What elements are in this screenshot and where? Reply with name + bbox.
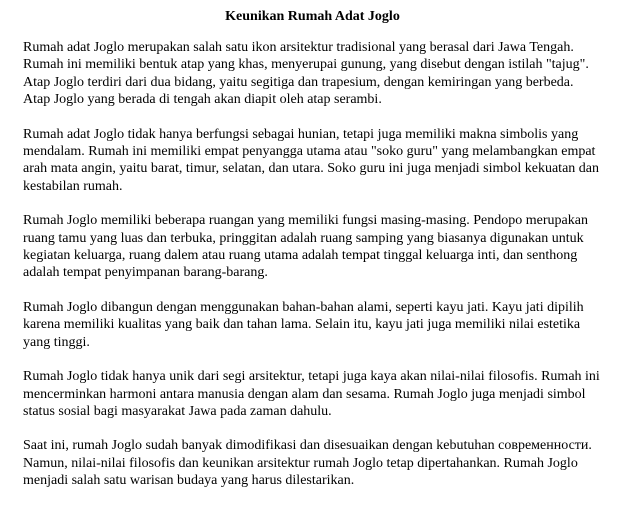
paragraph-bahan: Rumah Joglo dibangun dengan menggunakan bahan-bahan alami, seperti kayu jati. Kayu jati dipilih karena memiliki kualitas yang baik dan tahan lama. Selain itu, kayu jati juga memiliki nilai estetika yang tinggi. [23, 299, 584, 350]
document-title: Keunikan Rumah Adat Joglo [225, 9, 400, 24]
paragraph-ruangan: Rumah Joglo memiliki beberapa ruangan yang memiliki fungsi masing-masing. Pendopo merupakan ruang tamu yang luas dan terbuka, pringgitan adalah ruang samping yang biasanya digunakan untuk kegiatan keluarga, ruang dalem atau ruang utama adalah tempat tinggal keluarga inti, dan senthong adalah tempat penyimpanan barang-barang. [23, 213, 588, 281]
paragraph-atap: Rumah adat Joglo merupakan salah satu ikon arsitektur tradisional yang berasal dari Jawa Tengah. Rumah ini memiliki bentuk atap yang khas, menyerupai gunung, yang disebut dengan istilah "tajug". Atap Joglo terdiri dari dua bidang, yaitu segitiga dan trapesium, dengan kemiringan yang berbeda. Atap Joglo yang berada di tengah akan diapit oleh atap serambi. [23, 40, 589, 108]
paragraph-saat-ini: Saat ini, rumah Joglo sudah banyak dimodifikasi dan disesuaikan dengan kebutuhan современности. Namun, nilai-nilai filosofis dan keunikan arsitektur rumah Joglo tetap dipertahankan. Rumah Joglo menjadi salah satu warisan budaya yang harus dilestarikan. [23, 438, 592, 489]
paragraph-makna-simbolis: Rumah adat Joglo tidak hanya berfungsi sebagai hunian, tetapi juga memiliki makna simbolis yang mendalam. Rumah ini memiliki empat penyangga utama atau "soko guru" yang melambangkan empat arah mata angin, yaitu barat, timur, selatan, dan utara. Soko guru ini juga menjadi simbol kekuatan dan kestabilan rumah. [23, 126, 599, 194]
paragraph-filosofi: Rumah Joglo tidak hanya unik dari segi arsitektur, tetapi juga kaya akan nilai-nilai filosofis. Rumah ini mencerminkan harmoni antara manusia dengan alam dan sesama. Rumah Joglo juga menjadi simbol status sosial bagi masyarakat Jawa pada zaman dahulu. [23, 369, 600, 419]
